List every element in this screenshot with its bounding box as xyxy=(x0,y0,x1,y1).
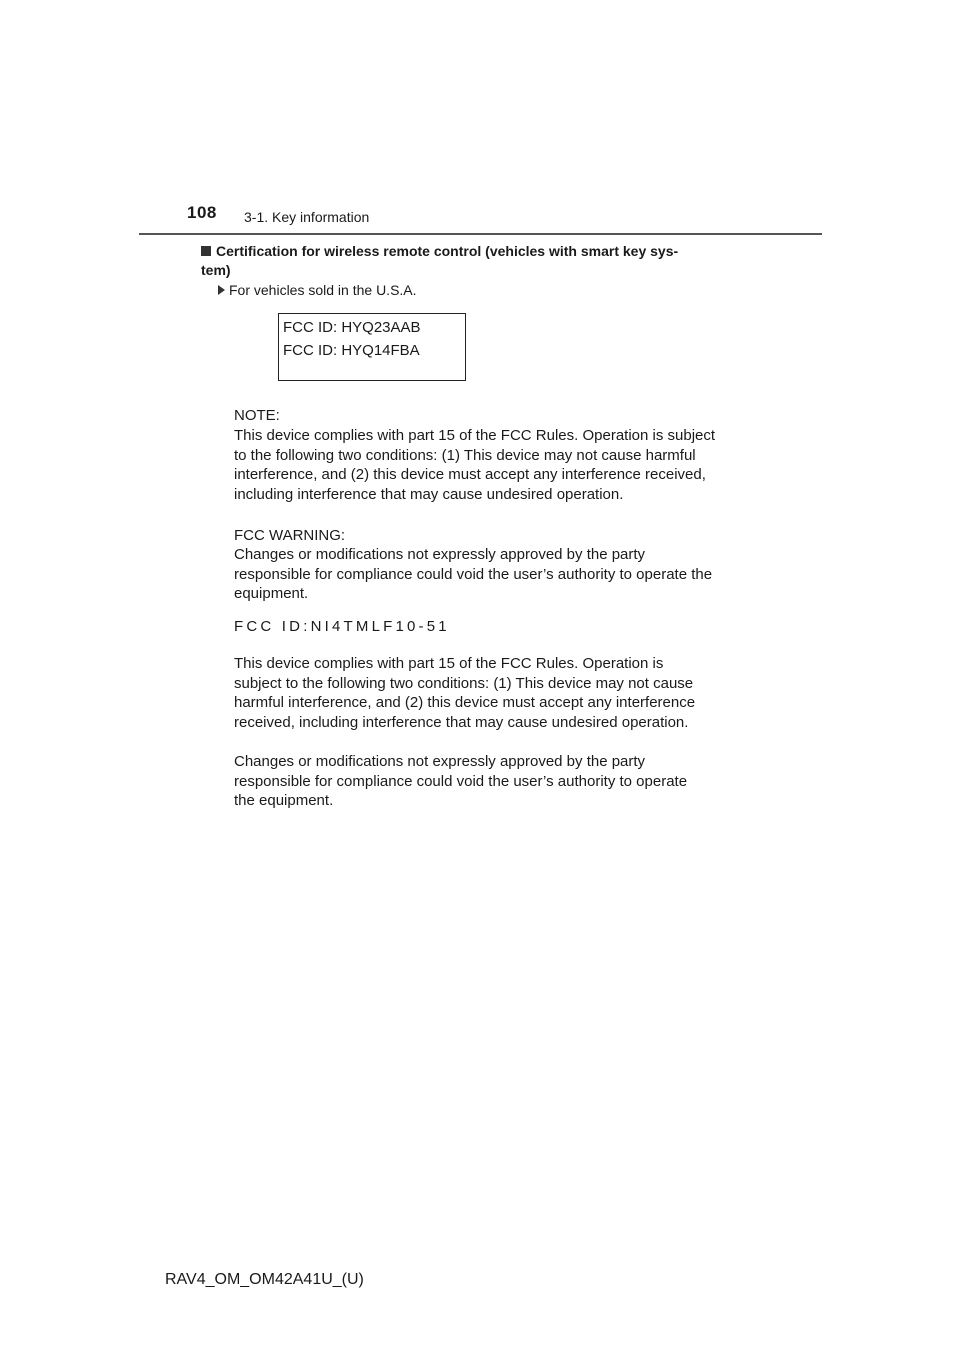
warning-line: Changes or modifications not expressly approved by the party xyxy=(234,546,646,563)
warning-line: responsible for compliance could void the user’s authority to operate the xyxy=(234,565,713,583)
compliance-line: received, including interference that may cause undesired operation. xyxy=(234,713,689,731)
compliance-line: harmful interference, and (2) this device must accept any interference xyxy=(234,694,696,712)
note-line: interference, and (2) this device must accept any interference received, xyxy=(234,466,706,484)
header-rule xyxy=(139,233,822,235)
note-line: including interference that may cause undesired operation. xyxy=(234,485,624,503)
page-number: 108 xyxy=(187,203,217,222)
note-line: This device complies with part 15 of the FCC Rules. Operation is subject xyxy=(234,427,716,444)
triangle-bullet-icon xyxy=(218,285,225,295)
region-bullet-text: For vehicles sold in the U.S.A. xyxy=(229,282,417,298)
modifications-line: the equipment. xyxy=(234,792,334,810)
fcc-id-secondary: FCC ID:NI4TMLF10-51 xyxy=(234,618,450,635)
note-body xyxy=(234,426,754,504)
note-title: NOTE: xyxy=(234,407,280,424)
section-title: 3-1. Key information xyxy=(244,209,370,225)
warning-title: FCC WARNING: xyxy=(234,527,346,544)
heading-line-2: tem) xyxy=(201,262,231,278)
modifications-line: responsible for compliance could void the user’s authority to operate xyxy=(234,772,688,790)
region-bullet xyxy=(218,282,417,298)
warning-body xyxy=(234,545,754,604)
heading-line-1: Certification for wireless remote control (vehicles with smart key sys- xyxy=(216,243,679,259)
fcc-id-line-2: FCC ID: HYQ14FBA xyxy=(283,342,420,359)
compliance-line: This device complies with part 15 of the FCC Rules. Operation is xyxy=(234,655,664,672)
modifications-paragraph xyxy=(234,752,754,811)
compliance-line: subject to the following two conditions: (1) This device may not cause xyxy=(234,674,694,692)
section-heading xyxy=(201,242,756,280)
compliance-paragraph xyxy=(234,654,732,732)
square-bullet-icon xyxy=(201,246,211,256)
warning-line: equipment. xyxy=(234,585,309,603)
modifications-line: Changes or modifications not expressly approved by the party xyxy=(234,753,646,770)
fcc-id-label-box xyxy=(278,313,466,381)
footer-doc-code: RAV4_OM_OM42A41U_(U) xyxy=(165,1271,364,1288)
note-line: to the following two conditions: (1) This device may not cause harmful xyxy=(234,446,696,464)
fcc-id-line-1: FCC ID: HYQ23AAB xyxy=(283,319,421,336)
